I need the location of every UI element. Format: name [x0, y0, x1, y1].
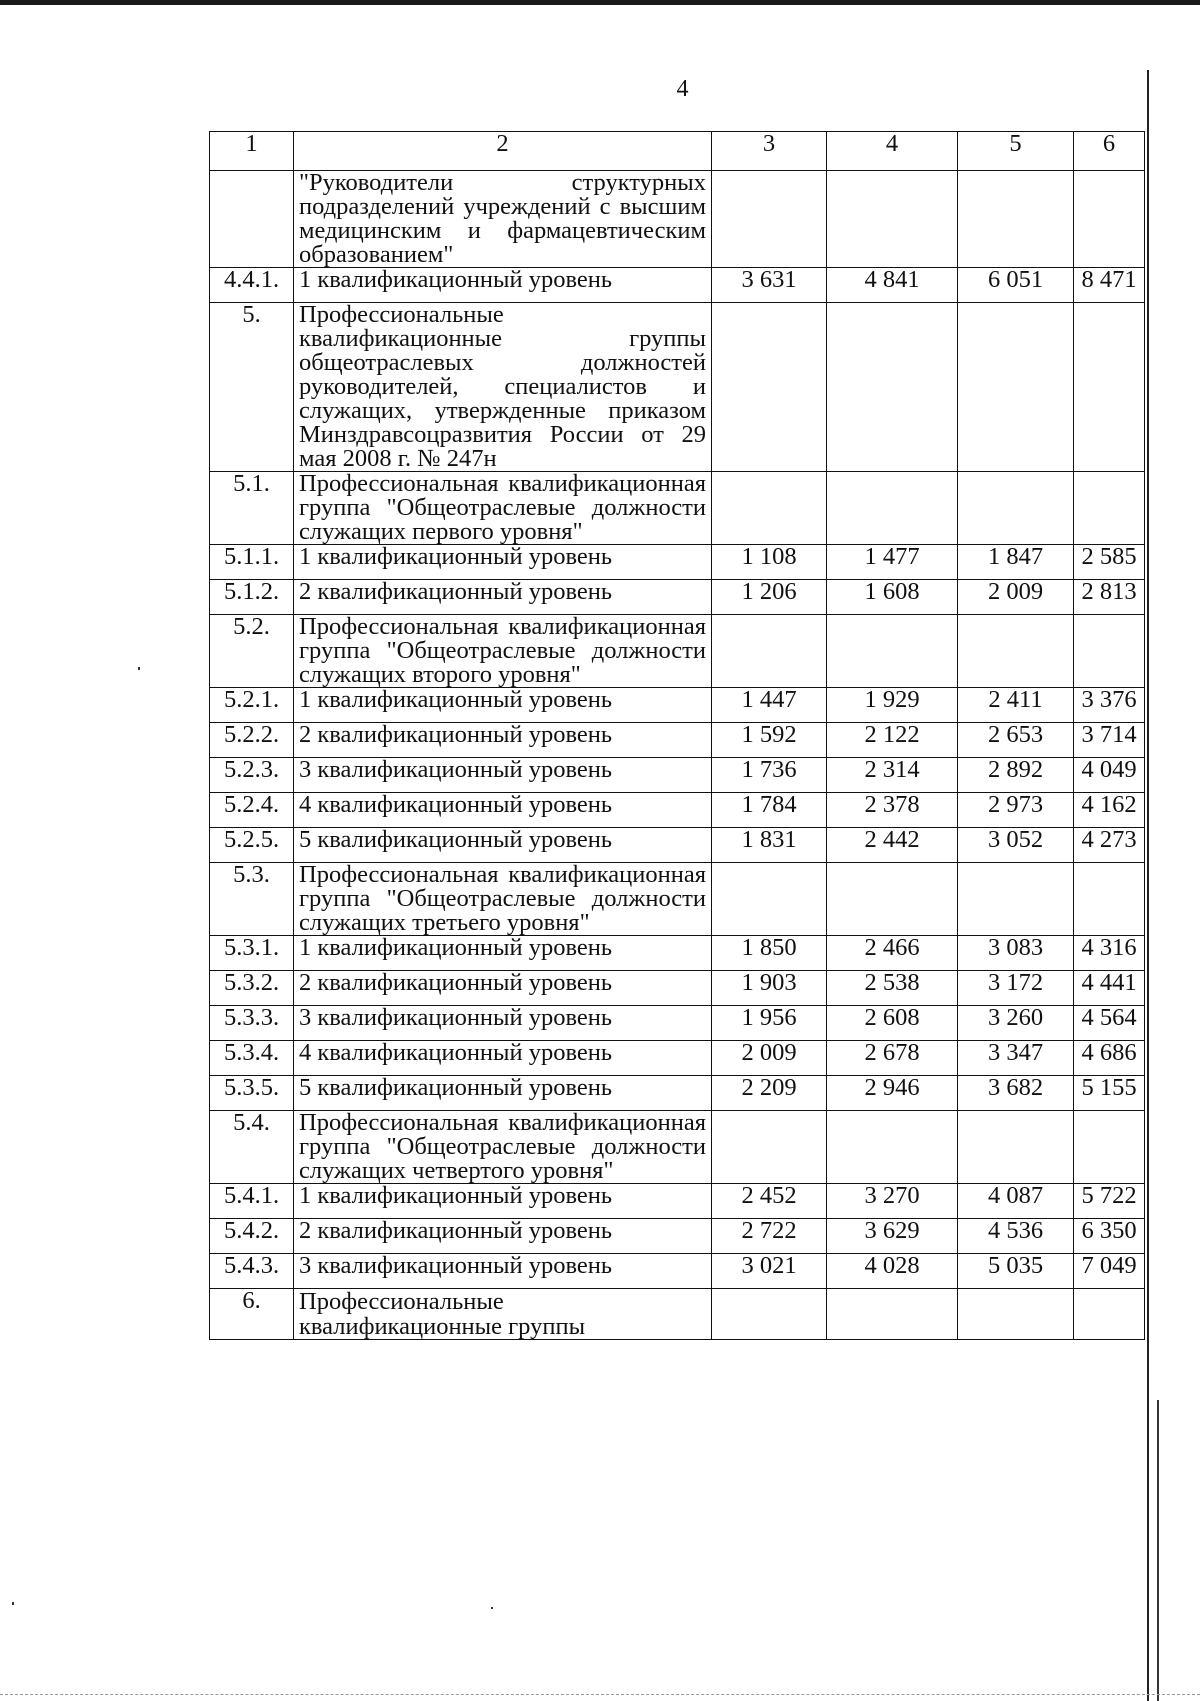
table-row	[210, 268, 1145, 303]
value-col-4: 2 314	[827, 758, 958, 793]
scan-speck	[12, 1602, 14, 1605]
group-description: Профессиональная квалификационная группа "Общеотраслевые должности служащих второго уровня"	[294, 615, 712, 688]
value-col-3: 2 722	[712, 1219, 827, 1254]
value-col-5: 3 260	[958, 1006, 1074, 1041]
value-col-5: 3 083	[958, 936, 1074, 971]
row-number: 5.2.1.	[210, 688, 294, 723]
table-row	[210, 580, 1145, 615]
value-col-3: 1 784	[712, 793, 827, 828]
salary-table	[209, 131, 1145, 1340]
value-col-3: 1 831	[712, 828, 827, 863]
group-description: Профессиональная квалификационная группа "Общеотраслевые должности служащих первого уровня"	[294, 472, 712, 545]
level-name: 4 квалификационный уровень	[294, 793, 712, 828]
column-header: 2	[294, 132, 712, 171]
value-col-6	[1074, 863, 1145, 936]
value-col-4	[827, 615, 958, 688]
table-row	[210, 971, 1145, 1006]
value-col-5: 3 052	[958, 828, 1074, 863]
value-col-3	[712, 171, 827, 268]
level-name: 1 квалификационный уровень	[294, 936, 712, 971]
table-row	[210, 1076, 1145, 1111]
value-col-4: 2 946	[827, 1076, 958, 1111]
row-number: 5.2.2.	[210, 723, 294, 758]
value-col-5: 2 009	[958, 580, 1074, 615]
value-col-5: 1 847	[958, 545, 1074, 580]
value-col-4	[827, 171, 958, 268]
group-heading-row	[210, 615, 1145, 688]
value-col-6: 4 441	[1074, 971, 1145, 1006]
value-col-3	[712, 472, 827, 545]
value-col-5: 4 087	[958, 1184, 1074, 1219]
value-col-6: 6 350	[1074, 1219, 1145, 1254]
value-col-5: 6 051	[958, 268, 1074, 303]
row-number: 6.	[210, 1289, 294, 1340]
value-col-6	[1074, 615, 1145, 688]
level-name: 1 квалификационный уровень	[294, 545, 712, 580]
value-col-3: 3 631	[712, 268, 827, 303]
row-number: 5.2.5.	[210, 828, 294, 863]
value-col-5: 2 973	[958, 793, 1074, 828]
value-col-3: 1 850	[712, 936, 827, 971]
row-number: 5.2.4.	[210, 793, 294, 828]
level-name: 5 квалификационный уровень	[294, 1076, 712, 1111]
table-body	[210, 132, 1145, 1340]
value-col-4: 2 678	[827, 1041, 958, 1076]
value-col-5	[958, 1289, 1074, 1340]
value-col-6: 3 376	[1074, 688, 1145, 723]
value-col-3	[712, 1289, 827, 1340]
value-col-5: 2 892	[958, 758, 1074, 793]
group-description: Профессиональная квалификационная группа "Общеотраслевые должности служащих четвертого уровня"	[294, 1111, 712, 1184]
value-col-6: 4 564	[1074, 1006, 1145, 1041]
value-col-3	[712, 615, 827, 688]
scan-edge-right-secondary	[1157, 1400, 1159, 1701]
group-heading-row	[210, 472, 1145, 545]
level-name: 2 квалификационный уровень	[294, 971, 712, 1006]
row-number: 5.3.2.	[210, 971, 294, 1006]
row-number: 5.4.1.	[210, 1184, 294, 1219]
value-col-3: 2 452	[712, 1184, 827, 1219]
value-col-6	[1074, 171, 1145, 268]
scan-edge-bottom	[0, 1694, 1200, 1697]
column-header: 1	[210, 132, 294, 171]
value-col-4: 2 538	[827, 971, 958, 1006]
page-number: 4	[676, 76, 689, 102]
value-col-4	[827, 472, 958, 545]
level-name: 4 квалификационный уровень	[294, 1041, 712, 1076]
row-number: 5.4.2.	[210, 1219, 294, 1254]
row-number: 5.	[210, 303, 294, 472]
row-number: 5.1.1.	[210, 545, 294, 580]
value-col-5	[958, 1111, 1074, 1184]
group-heading-row	[210, 1289, 1145, 1340]
group-description: Профессиональные квалификационные группы	[294, 1289, 712, 1340]
value-col-3: 1 736	[712, 758, 827, 793]
scan-speck	[491, 1607, 493, 1609]
value-col-5: 3 172	[958, 971, 1074, 1006]
row-number: 5.2.3.	[210, 758, 294, 793]
value-col-4: 2 378	[827, 793, 958, 828]
table-row	[210, 1184, 1145, 1219]
column-header: 6	[1074, 132, 1145, 171]
value-col-6	[1074, 1289, 1145, 1340]
row-number: 5.4.3.	[210, 1254, 294, 1289]
scan-edge-right	[1147, 70, 1149, 1701]
value-col-4: 3 629	[827, 1219, 958, 1254]
row-number: 4.4.1.	[210, 268, 294, 303]
value-col-6	[1074, 472, 1145, 545]
value-col-6: 4 316	[1074, 936, 1145, 971]
value-col-4	[827, 1289, 958, 1340]
value-col-5	[958, 472, 1074, 545]
column-header: 5	[958, 132, 1074, 171]
level-name: 1 квалификационный уровень	[294, 688, 712, 723]
level-name: 1 квалификационный уровень	[294, 1184, 712, 1219]
value-col-4	[827, 303, 958, 472]
row-number: 5.3.4.	[210, 1041, 294, 1076]
value-col-5: 5 035	[958, 1254, 1074, 1289]
row-number: 5.3.3.	[210, 1006, 294, 1041]
value-col-4: 1 477	[827, 545, 958, 580]
table-row	[210, 828, 1145, 863]
column-header: 3	[712, 132, 827, 171]
value-col-3: 1 206	[712, 580, 827, 615]
value-col-6: 2 813	[1074, 580, 1145, 615]
value-col-4: 2 608	[827, 1006, 958, 1041]
value-col-5: 2 411	[958, 688, 1074, 723]
group-heading-row	[210, 171, 1145, 268]
group-heading-row	[210, 1111, 1145, 1184]
value-col-3: 1 903	[712, 971, 827, 1006]
value-col-3: 2 209	[712, 1076, 827, 1111]
value-col-3: 1 447	[712, 688, 827, 723]
value-col-4: 4 028	[827, 1254, 958, 1289]
value-col-4: 3 270	[827, 1184, 958, 1219]
value-col-6: 4 686	[1074, 1041, 1145, 1076]
value-col-3: 3 021	[712, 1254, 827, 1289]
value-col-6: 5 155	[1074, 1076, 1145, 1111]
value-col-5: 3 682	[958, 1076, 1074, 1111]
value-col-3: 1 956	[712, 1006, 827, 1041]
level-name: 3 квалификационный уровень	[294, 758, 712, 793]
table-row	[210, 688, 1145, 723]
row-number: 5.3.5.	[210, 1076, 294, 1111]
scan-speck	[138, 667, 140, 670]
group-description: Профессиональная квалификационная группа "Общеотраслевые должности служащих третьего уровня"	[294, 863, 712, 936]
row-number: 5.1.	[210, 472, 294, 545]
value-col-5	[958, 303, 1074, 472]
value-col-3	[712, 1111, 827, 1184]
value-col-3: 1 108	[712, 545, 827, 580]
table-row	[210, 1219, 1145, 1254]
value-col-6	[1074, 303, 1145, 472]
value-col-3: 2 009	[712, 1041, 827, 1076]
value-col-4: 1 929	[827, 688, 958, 723]
level-name: 2 квалификационный уровень	[294, 1219, 712, 1254]
value-col-6: 3 714	[1074, 723, 1145, 758]
value-col-5: 2 653	[958, 723, 1074, 758]
table-row	[210, 793, 1145, 828]
row-number: 5.2.	[210, 615, 294, 688]
value-col-6: 5 722	[1074, 1184, 1145, 1219]
level-name: 1 квалификационный уровень	[294, 268, 712, 303]
value-col-4	[827, 1111, 958, 1184]
table-row	[210, 758, 1145, 793]
table-row	[210, 936, 1145, 971]
level-name: 2 квалификационный уровень	[294, 723, 712, 758]
value-col-4: 2 442	[827, 828, 958, 863]
value-col-4	[827, 863, 958, 936]
value-col-6: 4 273	[1074, 828, 1145, 863]
row-number: 5.4.	[210, 1111, 294, 1184]
value-col-3	[712, 303, 827, 472]
value-col-5	[958, 615, 1074, 688]
value-col-5: 4 536	[958, 1219, 1074, 1254]
group-description: Профессиональные квалификационные группы общеотраслевых должностей руководителей, специалистов и служащих, утвержденные приказом Минздравсоцразвития России от 29 мая 2008 г. № 247н	[294, 303, 712, 472]
table-header-row	[210, 132, 1145, 171]
scan-edge-top	[0, 0, 1200, 5]
table-row	[210, 545, 1145, 580]
group-heading-row	[210, 303, 1145, 472]
table-row	[210, 1041, 1145, 1076]
value-col-6: 4 162	[1074, 793, 1145, 828]
value-col-4: 4 841	[827, 268, 958, 303]
value-col-5	[958, 863, 1074, 936]
table-row	[210, 723, 1145, 758]
table-row	[210, 1254, 1145, 1289]
value-col-5: 3 347	[958, 1041, 1074, 1076]
value-col-3	[712, 863, 827, 936]
row-number	[210, 171, 294, 268]
group-heading-row	[210, 863, 1145, 936]
level-name: 5 квалификационный уровень	[294, 828, 712, 863]
level-name: 3 квалификационный уровень	[294, 1006, 712, 1041]
value-col-5	[958, 171, 1074, 268]
row-number: 5.3.	[210, 863, 294, 936]
value-col-6	[1074, 1111, 1145, 1184]
group-description: "Руководители структурных подразделений учреждений с высшим медицинским и фармацевтическим образованием"	[294, 171, 712, 268]
value-col-6: 2 585	[1074, 545, 1145, 580]
level-name: 3 квалификационный уровень	[294, 1254, 712, 1289]
level-name: 2 квалификационный уровень	[294, 580, 712, 615]
value-col-6: 7 049	[1074, 1254, 1145, 1289]
value-col-6: 8 471	[1074, 268, 1145, 303]
value-col-4: 2 122	[827, 723, 958, 758]
row-number: 5.3.1.	[210, 936, 294, 971]
column-header: 4	[827, 132, 958, 171]
row-number: 5.1.2.	[210, 580, 294, 615]
value-col-3: 1 592	[712, 723, 827, 758]
value-col-6: 4 049	[1074, 758, 1145, 793]
table-row	[210, 1006, 1145, 1041]
value-col-4: 2 466	[827, 936, 958, 971]
value-col-4: 1 608	[827, 580, 958, 615]
